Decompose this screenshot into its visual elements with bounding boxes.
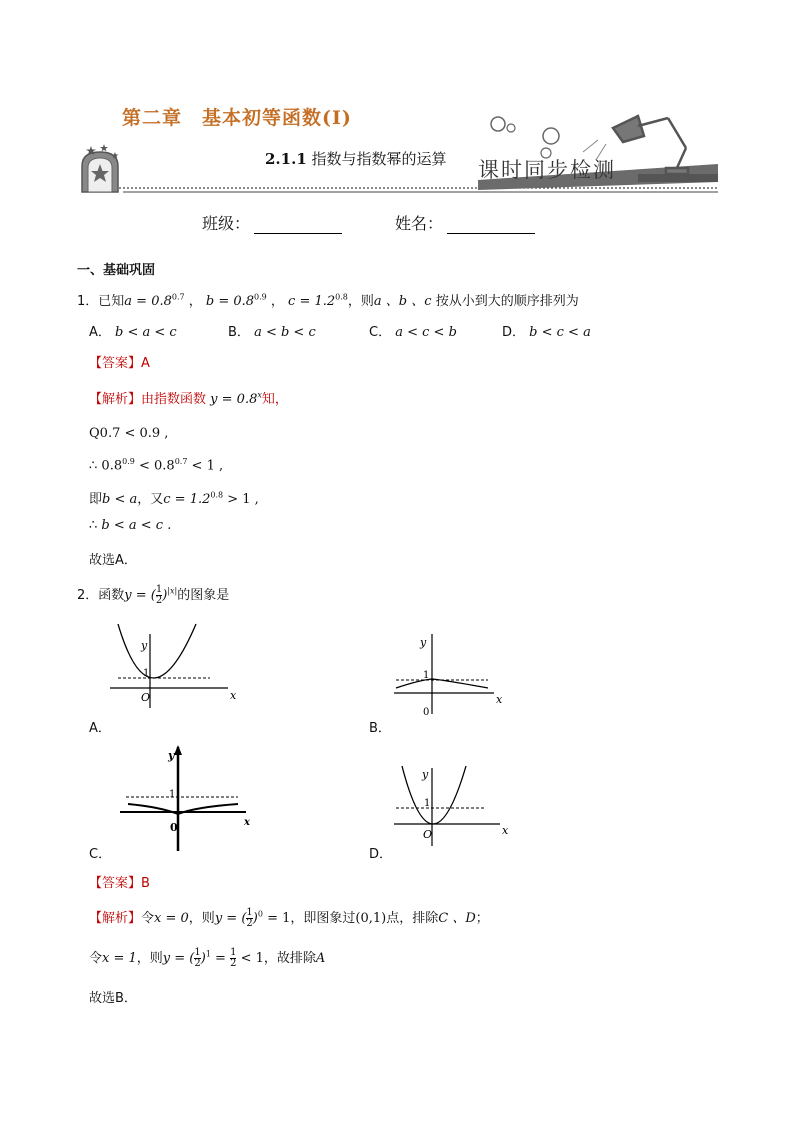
q1-step-1-expr: 0.7 < 0.9 , [99,426,169,441]
graph-d-x-label: x [502,824,509,837]
q2-line2-x: x = 1 [102,951,137,966]
q1-answer-value: A [141,356,150,371]
q1-step-2-base-1: 0.8 [101,458,123,474]
graph-d-curve [402,766,466,824]
q2-line1-eq: = 1 [262,911,291,926]
q2-line2-a: 令 [89,951,103,966]
graph-c-label: C． [89,847,112,862]
q2-line1-x: x = 0 [154,911,189,926]
q1-text-a: 已知 [98,294,125,309]
graph-c-y-arrow [174,745,182,755]
q2-line1-f: ； [475,911,489,926]
q2-line2-frac2-den: 2 [230,958,237,969]
graph-option-d[interactable] [390,762,520,852]
q1-step-3 [89,488,259,507]
name-field[interactable] [395,211,535,234]
banner-text: 课时同步检测 [478,158,616,182]
graph-c-x-label: x [244,817,250,828]
q1-answer-tag: 【答案】 [89,356,142,371]
q1-step-1-pre: Q [89,426,100,441]
q1-stem: 1．已知$a = 0.8^{0.7}$ ， $b = 0.8^{0.9}$ ， $c = 1.2^{0.8}$，则a 、b 、c 按从小到大的顺序排列为 [77,292,579,309]
q2-line1-d: 点，排除 [386,911,439,926]
q2-line2-lt: < 1 [236,951,264,966]
q1-text-c: 按从小到大的顺序排列为 [435,294,579,309]
q1-option-b[interactable] [228,321,316,340]
graph-option-a[interactable] [110,620,250,710]
q2-analysis-tag: 【解析】 [89,911,142,926]
q2-line2-exp: 1 [205,949,211,959]
class-field[interactable] [202,211,342,234]
q2-analysis-line-2 [89,947,325,969]
desk-lamp-icon [613,116,688,174]
q1-step-2-exp-1: 0.9 [122,457,135,466]
q2-number: 2． [77,588,99,603]
q2-stem [77,584,229,606]
q1-analysis-func-exp: x [257,390,262,400]
q2-func-exp: |x| [167,586,178,596]
q2-analysis-line-1 [89,907,489,929]
q2-line2-b: ，则 [136,951,163,966]
circle-deco-1 [491,117,505,131]
q1-step-3-expr-2: c = 1.2 [163,492,211,507]
q1-step-2-exp-2: 0.7 [174,457,188,466]
q1-step-4 [89,518,171,533]
q2-line1-frac-num: 1 [246,907,253,918]
graph-b-curve [396,679,488,688]
q2-line2-close: ) [200,951,206,966]
q1-step-3-mid: ，又 [137,492,164,507]
graph-d-one-label: 1 [424,798,431,809]
q1-step-2-end: < 1 , [187,458,224,474]
q2-line2-c: ，故排除 [263,951,316,966]
q1-step-4-expr: b < a < c . [101,518,172,533]
graph-c-y-label: y [168,749,175,762]
q1-vars: a 、b 、c [373,294,432,309]
q2-frac-den: 2 [155,595,163,606]
graph-b-x-label: x [496,693,503,706]
q2-line1-frac-den: 2 [246,918,253,929]
q1-text-b: ，则 [347,294,374,309]
q2-line1-close: ) [252,911,258,926]
circle-deco-3 [543,128,559,144]
q1-b-def: b = 0.8 [205,294,255,309]
graph-b-origin-label: 0 [423,707,430,718]
q1-option-d-expr: b < c < a [529,325,591,340]
q2-line1-exp: 0 [257,909,263,919]
graph-a-one-label: 1 [143,668,150,679]
graph-d-origin-label: O [423,828,433,841]
q2-func: y = ( [124,588,156,603]
graph-a-origin-label: O [141,691,151,704]
q2-conclusion: 故选B． [89,991,137,1006]
name-blank[interactable] [447,217,535,234]
q2-line2-y: y = ( [162,951,195,966]
q1-analysis [89,388,288,407]
graph-d-label: D． [369,847,393,862]
q2-line1-c: ，即图象过 [290,911,356,926]
q1-analysis-intro: 由指数函数 [141,392,207,407]
q1-option-a-expr: b < a < c [115,325,177,340]
graph-a-x-label: x [230,689,237,702]
q2-line2-frac-den: 2 [194,958,201,969]
graph-option-b[interactable] [390,628,520,723]
lesson-number: 2.1.1 [265,150,307,168]
q1-option-d-label: D． [502,325,526,340]
q2-frac-num: 1 [155,584,163,595]
q2-answer-tag: 【答案】 [89,876,142,891]
circle-deco-2 [507,124,515,132]
q1-step-3-exp: 0.8 [210,490,224,500]
graph-c-one-label: 1 [169,789,176,800]
q1-step-1 [89,426,168,441]
q1-option-d[interactable] [502,321,591,340]
lesson-title [265,148,447,169]
graph-d-y-label: y [422,768,429,781]
graph-b-one-label: 1 [423,670,430,681]
q1-conclusion: 故选A． [89,553,137,568]
q1-option-b-expr: a < b < c [254,325,316,340]
q1-option-b-label: B． [228,325,250,340]
q1-option-c-expr: a < c < b [395,325,457,340]
graph-b-y-label: y [420,636,427,649]
q2-line2-eq: = [210,951,231,966]
q2-func-close: ) [162,588,168,603]
class-blank[interactable] [254,217,342,234]
name-label: 姓名： [395,214,444,233]
q2-text-a: 函数 [98,588,125,603]
q1-option-c-label: C． [369,325,392,340]
lesson-name: 指数与指数幂的运算 [311,150,447,168]
q1-analysis-intro-end: 知， [261,392,288,407]
q1-analysis-func: y = 0.8 [210,392,258,407]
q1-a-def: a = 0.8 [124,294,172,309]
q1-option-a-label: A． [89,325,111,340]
q2-line2-frac-num: 1 [194,947,201,958]
q1-c-exp: 0.8 [335,292,348,302]
q1-step-2 [89,457,223,473]
graph-a-label: A． [89,721,111,736]
graph-a-y-label: y [141,639,148,652]
q1-option-a[interactable] [89,321,177,340]
q1-b-exp: 0.9 [254,292,267,302]
q2-line1-a: 令 [141,911,155,926]
q2-text-b: 的图象是 [177,588,230,603]
chapter-title: 第二章 基本初等函数(Ⅰ) [122,107,352,129]
graph-c-origin-label: 0 [170,821,178,834]
q2-line1-b: ，则 [188,911,215,926]
section-title: 一、基础巩固 [77,263,156,278]
q2-line1-point: (0,1) [355,911,387,926]
star-badge-icon [82,144,119,192]
q1-step-2-mid: < 0.8 [134,458,175,474]
graph-b-label: B． [369,721,391,736]
q2-line2-d: A [315,951,326,966]
q1-step-3-end: > 1 , [223,492,259,507]
q1-step-2-pre: ∴ [89,458,98,474]
q2-line1-e: C 、D [438,911,476,926]
q2-answer-value: B [141,876,150,891]
q2-line1-y: y = ( [214,911,247,926]
q1-number: 1． [77,294,99,309]
q1-step-3-expr-1: b < a [102,492,138,507]
graph-option-c[interactable] [120,745,255,853]
q1-c-def: c = 1.2 [288,294,336,309]
q2-answer [89,872,150,891]
q1-answer [89,352,150,371]
class-label: 班级： [202,214,251,233]
q2-line2-frac2-num: 1 [230,947,237,958]
q1-a-exp: 0.7 [171,292,185,302]
q1-analysis-tag: 【解析】 [89,392,142,407]
q1-step-4-pre: ∴ [89,518,98,533]
q1-option-c[interactable] [369,321,457,340]
q1-step-3-pre: 即 [89,492,103,507]
graph-a-curve [118,624,196,678]
